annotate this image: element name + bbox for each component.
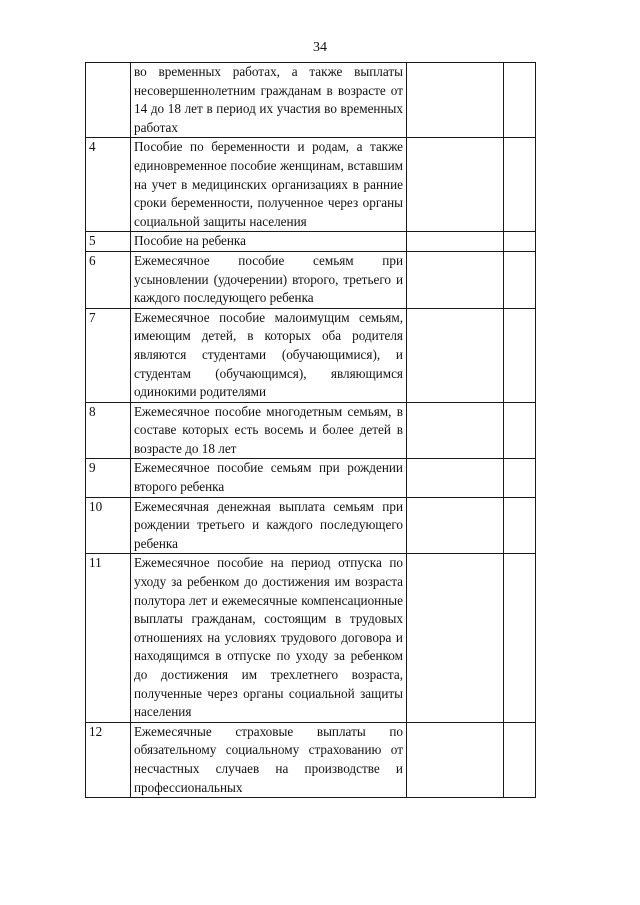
value-cell-a [407, 232, 504, 252]
table-row [86, 497, 536, 554]
row-number-cell: 8 [86, 402, 131, 459]
value-cell-b [504, 232, 536, 252]
benefit-name-cell: Пособие по беременности и родам, а также единовременное пособие женщинам, вставшим на учет в медицинских организациях в ранние сроки беременности, полученное через органы социальной защиты населения [131, 138, 407, 232]
benefit-name-cell: во временных работах, а также выплаты несовершеннолетним гражданам в возрасте от 14 до 18 лет в период их участия во временных работах [131, 63, 407, 138]
table-row [86, 63, 536, 138]
value-cell-b [504, 554, 536, 722]
benefit-name-cell: Ежемесячное пособие на период отпуска по уходу за ребенком до достижения им возраста полутора лет и ежемесячные компенсационные выплаты гражданам, состоящим в трудовых отношениях на условиях трудового договора и находящимся в отпуске по уходу за ребенком до достижения им трехлетнего возраста, полученные через органы социальной защиты населения [131, 554, 407, 722]
table-row [86, 554, 536, 722]
table-row [86, 459, 536, 497]
table-row [86, 251, 536, 308]
value-cell-a [407, 402, 504, 459]
value-cell-b [504, 402, 536, 459]
row-number-cell: 9 [86, 459, 131, 497]
table-row [86, 402, 536, 459]
row-number-cell: 5 [86, 232, 131, 252]
row-number-cell: 6 [86, 251, 131, 308]
benefit-name-cell: Ежемесячная денежная выплата семьям при рождении третьего и каждого последующего ребенка [131, 497, 407, 554]
row-number-cell: 4 [86, 138, 131, 232]
value-cell-a [407, 554, 504, 722]
value-cell-b [504, 459, 536, 497]
value-cell-b [504, 308, 536, 402]
row-number-cell [86, 63, 131, 138]
page-number: 34 [313, 40, 327, 55]
benefit-name-cell: Ежемесячное пособие малоимущим семьям, имеющим детей, в которых оба родителя являются студентами (обучающимися), и студентам (обучающимся), являющимся одинокими родителями [131, 308, 407, 402]
table-row [86, 232, 536, 252]
benefits-table [85, 62, 536, 798]
row-number-cell: 7 [86, 308, 131, 402]
table-row [86, 308, 536, 402]
benefit-name-cell: Ежемесячные страховые выплаты по обязательному социальному страхованию от несчастных случаев на производстве и профессиональных [131, 722, 407, 797]
table-row [86, 722, 536, 797]
value-cell-a [407, 459, 504, 497]
value-cell-a [407, 138, 504, 232]
value-cell-a [407, 497, 504, 554]
benefit-name-cell: Ежемесячное пособие семьям при усыновлении (удочерении) второго, третьего и каждого последующего ребенка [131, 251, 407, 308]
value-cell-b [504, 63, 536, 138]
benefit-name-cell: Ежемесячное пособие многодетным семьям, в составе которых есть восемь и более детей в возрасте до 18 лет [131, 402, 407, 459]
value-cell-a [407, 722, 504, 797]
value-cell-b [504, 722, 536, 797]
value-cell-b [504, 138, 536, 232]
value-cell-a [407, 63, 504, 138]
benefit-name-cell: Ежемесячное пособие семьям при рождении второго ребенка [131, 459, 407, 497]
value-cell-b [504, 251, 536, 308]
row-number-cell: 11 [86, 554, 131, 722]
table-row [86, 138, 536, 232]
row-number-cell: 10 [86, 497, 131, 554]
benefit-name-cell: Пособие на ребенка [131, 232, 407, 252]
value-cell-a [407, 308, 504, 402]
row-number-cell: 12 [86, 722, 131, 797]
value-cell-a [407, 251, 504, 308]
value-cell-b [504, 497, 536, 554]
